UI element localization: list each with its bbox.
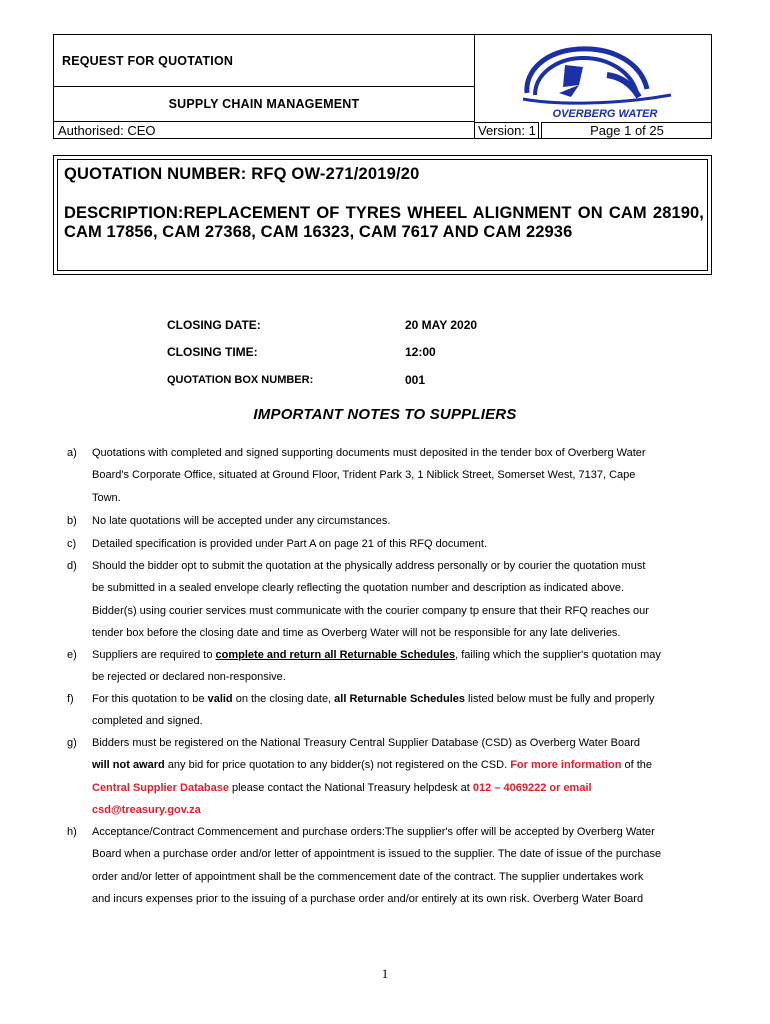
header-authorised-cell	[54, 122, 474, 139]
closing-date-label: CLOSING DATE:	[167, 318, 261, 332]
closing-time-label: CLOSING TIME:	[167, 345, 258, 359]
note-label: d)	[67, 560, 77, 572]
note-label: f)	[67, 693, 74, 705]
note-line: Acceptance/Contract Commencement and purchase orders:The supplier's offer will be accepted by Overberg Water	[92, 826, 655, 838]
note-label: e)	[67, 649, 77, 661]
note-line: tender box before the closing date and time as Overberg Water will not be responsible for any late deliveries.	[92, 626, 621, 639]
note-label: a)	[67, 447, 77, 459]
quotation-box-number-value: 001	[405, 373, 426, 387]
note-label: c)	[67, 538, 77, 550]
note-line: order and/or letter of appointment shall be the commencement date of the contract. The supplier undertakes work	[92, 870, 644, 883]
overberg-water-logo	[475, 35, 712, 122]
note-line: completed and signed.	[92, 715, 203, 728]
header-title: REQUEST FOR QUOTATION	[62, 54, 234, 68]
note-line: Board when a purchase order and/or letter of appointment is issued to the supplier. The date of issue of the purchase	[92, 848, 662, 861]
document-header	[53, 34, 712, 139]
notes-title: IMPORTANT NOTES TO SUPPLIERS	[253, 406, 517, 423]
note-line: and incurs expenses prior to the issuing of a purchase order and/or entirely at its own risk. Overberg Water Board	[92, 892, 644, 905]
note-line: Bidders must be registered on the National Treasury Central Supplier Database (CSD) as Overberg Water Board	[92, 737, 641, 749]
csd-email-link[interactable]: csd@treasury.gov.za	[92, 803, 201, 816]
page-count-cell: Page 1 of 25	[541, 122, 712, 139]
header-title-cell	[54, 35, 474, 87]
note-label: b)	[67, 515, 77, 527]
note-line: Suppliers are required to complete and return all Returnable Schedules, failing which the supplier's quotation may	[92, 649, 661, 661]
header-subtitle-cell	[54, 87, 474, 122]
quotation-number: QUOTATION NUMBER: RFQ OW-271/2019/20	[64, 165, 420, 183]
note-line: will not award any bid for price quotation to any bidder(s) not registered on the CSD. For more information of the	[92, 759, 653, 772]
logo-text: OVERBERG WATER	[552, 108, 658, 120]
quotation-box-number-label: QUOTATION BOX NUMBER:	[167, 374, 314, 386]
note-line: Detailed specification is provided under Part A on page 21 of this RFQ document.	[92, 538, 488, 550]
note-line: be rejected or declared non-responsive.	[92, 671, 286, 684]
note-line: Should the bidder opt to submit the quotation at the physically address personally or by courier the quotation must	[92, 560, 646, 572]
note-line: No late quotations will be accepted under any circumstances.	[92, 515, 391, 527]
note-line: For this quotation to be valid on the closing date, all Returnable Schedules listed below must be fully and properly	[92, 693, 655, 705]
note-label: g)	[67, 737, 77, 749]
closing-date-value: 20 MAY 2020	[405, 318, 478, 332]
note-label: h)	[67, 826, 77, 838]
quotation-box	[53, 155, 712, 275]
page-number: 1	[381, 966, 389, 981]
note-line: be submitted in a sealed envelope clearly reflecting the quotation number and description as indicated above.	[92, 582, 625, 595]
note-line: Central Supplier Database please contact the National Treasury helpdesk at 012 – 4069222 or email	[92, 781, 592, 794]
note-line: Bidder(s) using courier services must communicate with the courier company tp ensure that their RFQ reaches our	[92, 604, 649, 617]
returnable-schedules-emphasis: complete and return all Returnable Schedules	[215, 649, 456, 661]
authorised-text: Authorised: CEO	[58, 123, 156, 138]
version-cell: Version: 1	[475, 122, 539, 139]
quotation-description: DESCRIPTION:REPLACEMENT OF TYRES WHEEL ALIGNMENT ON CAM 28190, CAM 17856, CAM 27368, CAM 16323, CAM 7617 AND CAM 22936	[64, 204, 704, 241]
closing-time-value: 12:00	[405, 345, 436, 359]
note-line: Board's Corporate Office, situated at Ground Floor, Trident Park 3, 1 Niblick Street, Somerset West, 7137, Cape	[92, 469, 636, 482]
header-subtitle: SUPPLY CHAIN MANAGEMENT	[168, 97, 360, 111]
note-line: Quotations with completed and signed supporting documents must deposited in the tender box of Overberg Water	[92, 447, 646, 459]
note-line: Town.	[92, 491, 121, 504]
